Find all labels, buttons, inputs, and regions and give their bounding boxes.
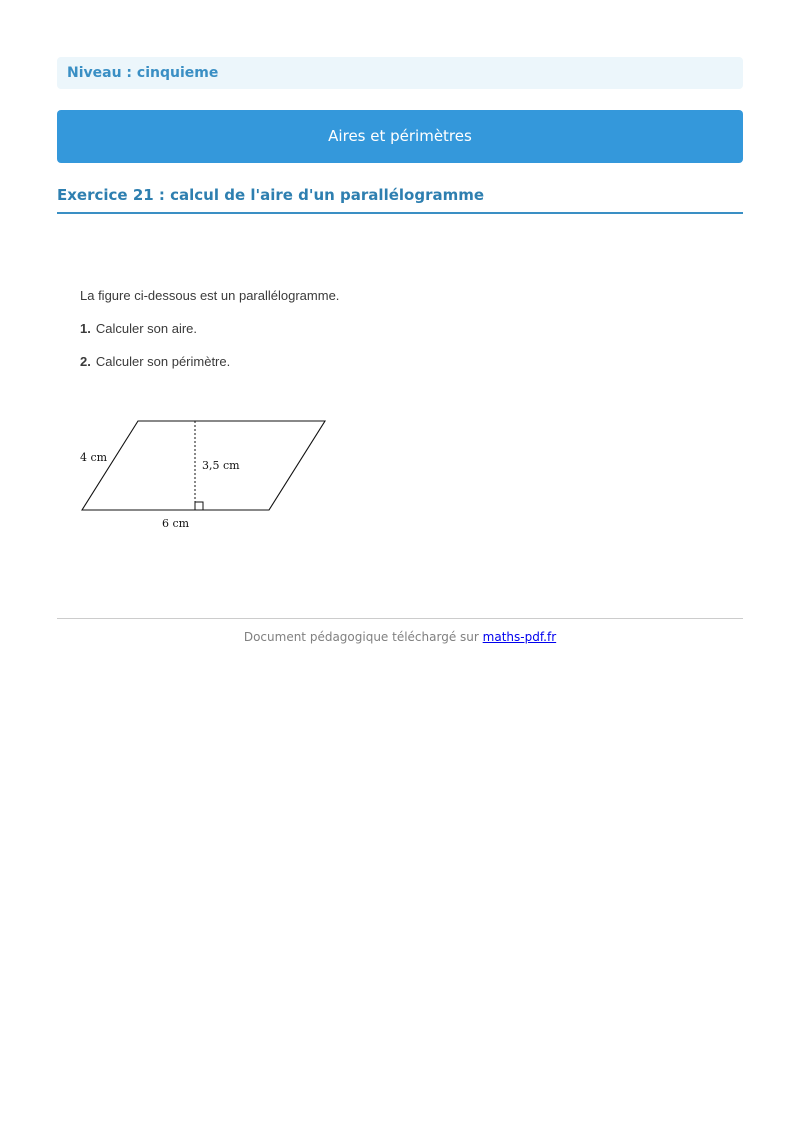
parallelogram-figure (76, 414, 336, 538)
base-length-label: 6 cm (162, 517, 190, 530)
question-2 (80, 352, 339, 372)
exercise-title: Exercice 21 : calcul de l'aire d'un parallélogramme (57, 184, 743, 214)
chapter-banner: Aires et périmètres (57, 110, 743, 163)
question-number: 1. (80, 321, 91, 336)
question-text: Calculer son aire. (95, 321, 197, 336)
question-number: 2. (80, 354, 91, 369)
exercise-intro: La figure ci-dessous est un parallélogramme. (80, 288, 340, 303)
question-1 (80, 319, 339, 339)
question-text: Calculer son périmètre. (95, 354, 231, 369)
footer (57, 630, 743, 644)
footer-text: Document pédagogique téléchargé sur (243, 630, 479, 644)
level-label: Niveau : cinquieme (57, 57, 743, 89)
footer-link[interactable]: maths-pdf.fr (482, 630, 557, 644)
right-angle-marker (195, 502, 203, 510)
side-length-label: 4 cm (80, 451, 108, 464)
exercise-statement (80, 286, 339, 372)
height-label: 3,5 cm (202, 459, 240, 472)
footer-divider (57, 618, 743, 619)
